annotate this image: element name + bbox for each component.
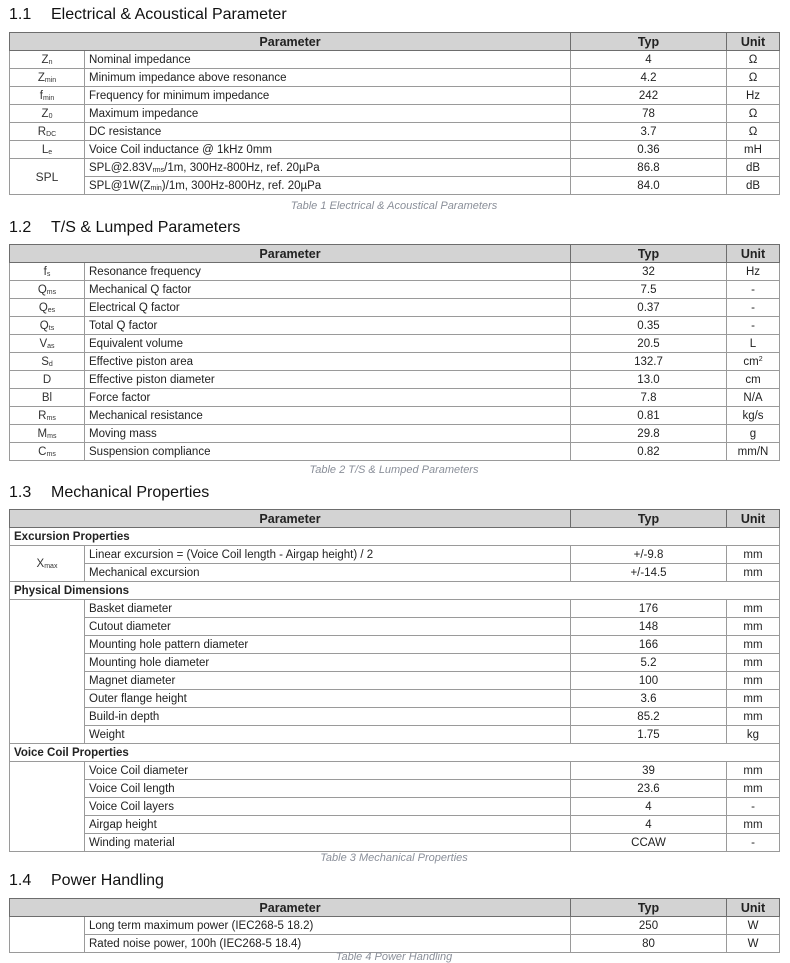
typ-cell: 0.36: [571, 141, 727, 159]
typ-cell: 0.81: [571, 407, 727, 425]
description-cell: Effective piston diameter: [85, 371, 571, 389]
typ-cell: 0.37: [571, 299, 727, 317]
typ-cell: +/-9.8: [571, 546, 727, 564]
description-cell: Rated noise power, 100h (IEC268-5 18.4): [85, 935, 571, 953]
symbol-cell: $Z_0$: [10, 105, 85, 123]
symbol-cell: Bl: [10, 389, 85, 407]
unit-cell: kg: [727, 726, 780, 744]
mechanical-properties-table: [9, 509, 780, 852]
description-cell: Mounting hole pattern diameter: [85, 636, 571, 654]
description-cell: Effective piston area: [85, 353, 571, 371]
section-title: Mechanical Properties: [51, 484, 210, 501]
description-cell: Voice Coil length: [85, 780, 571, 798]
unit-cell: g: [727, 425, 780, 443]
table-row: [10, 690, 780, 708]
unit-cell: dB: [727, 159, 780, 177]
section-title: Power Handling: [51, 872, 164, 889]
table-header-row: [10, 245, 780, 263]
typ-cell: 3.6: [571, 690, 727, 708]
table-row: [10, 335, 780, 353]
table-row: [10, 636, 780, 654]
typ-cell: 0.35: [571, 317, 727, 335]
table-row: [10, 425, 780, 443]
description-cell: DC resistance: [85, 123, 571, 141]
description-cell: Frequency for minimum impedance: [85, 87, 571, 105]
description-cell: Force factor: [85, 389, 571, 407]
section-number: 1.4: [9, 872, 32, 889]
unit-cell: mm: [727, 690, 780, 708]
typ-cell: 84.0: [571, 177, 727, 195]
unit-cell: L: [727, 335, 780, 353]
typ-cell: 20.5: [571, 335, 727, 353]
description-cell: Voice Coil inductance @ 1kHz 0mm: [85, 141, 571, 159]
table-row: [10, 69, 780, 87]
section-heading-mechanical: [9, 484, 209, 508]
table-row: [10, 317, 780, 335]
symbol-cell: $R_{DC}$: [10, 123, 85, 141]
unit-cell: Ω: [727, 69, 780, 87]
table-row: [10, 177, 780, 195]
empty-symbol-cell: [10, 600, 85, 744]
section-title: T/S & Lumped Parameters: [51, 219, 241, 236]
unit-cell: mH: [727, 141, 780, 159]
unit-cell: mm: [727, 618, 780, 636]
typ-cell: 242: [571, 87, 727, 105]
table-header-row: [10, 510, 780, 528]
unit-cell: N/A: [727, 389, 780, 407]
unit-cell: mm: [727, 816, 780, 834]
description-cell: Cutout diameter: [85, 618, 571, 636]
table-row: [10, 371, 780, 389]
typ-cell: 86.8: [571, 159, 727, 177]
empty-symbol-cell: [10, 917, 85, 953]
unit-cell: $cm^2$: [727, 353, 780, 371]
table-caption: Table 4 Power Handling: [335, 951, 453, 963]
table-row: [10, 780, 780, 798]
description-cell: Mechanical excursion: [85, 564, 571, 582]
description-cell: Mounting hole diameter: [85, 654, 571, 672]
symbol-cell: $Z_n$: [10, 51, 85, 69]
unit-cell: mm: [727, 600, 780, 618]
description-cell: Linear excursion = (Voice Coil length - Airgap height) / 2: [85, 546, 571, 564]
unit-cell: mm: [727, 672, 780, 690]
typ-cell: +/-14.5: [571, 564, 727, 582]
symbol-cell: $C_{ms}$: [10, 443, 85, 461]
symbol-cell: $S_d$: [10, 353, 85, 371]
description-cell: Airgap height: [85, 816, 571, 834]
description-cell: Mechanical Q factor: [85, 281, 571, 299]
electrical-parameters-table: [9, 32, 780, 195]
typ-cell: 3.7: [571, 123, 727, 141]
table-row: [10, 672, 780, 690]
table-row: [10, 407, 780, 425]
typ-cell: 23.6: [571, 780, 727, 798]
unit-cell: -: [727, 281, 780, 299]
group-label-physical: Physical Dimensions: [10, 582, 780, 600]
table-row: [10, 708, 780, 726]
table-row: [10, 726, 780, 744]
table-row: [10, 299, 780, 317]
description-cell: Nominal impedance: [85, 51, 571, 69]
table-row: [10, 600, 780, 618]
table-row: [10, 618, 780, 636]
group-row: [10, 582, 780, 600]
description-cell: Voice Coil layers: [85, 798, 571, 816]
description-cell: Mechanical resistance: [85, 407, 571, 425]
typ-cell: 4: [571, 51, 727, 69]
typ-cell: 148: [571, 618, 727, 636]
unit-cell: dB: [727, 177, 780, 195]
table-row: [10, 389, 780, 407]
description-cell: Voice Coil diameter: [85, 762, 571, 780]
table-row: [10, 654, 780, 672]
unit-cell: mm: [727, 564, 780, 582]
typ-cell: CCAW: [571, 834, 727, 852]
typ-cell: 29.8: [571, 425, 727, 443]
section-title: Electrical & Acoustical Parameter: [51, 6, 287, 23]
table-header-row: [10, 33, 780, 51]
description-cell: Basket diameter: [85, 600, 571, 618]
symbol-cell: $f_s$: [10, 263, 85, 281]
unit-cell: mm: [727, 654, 780, 672]
table-row: [10, 443, 780, 461]
table-row: [10, 51, 780, 69]
description-cell: Electrical Q factor: [85, 299, 571, 317]
typ-cell: 39: [571, 762, 727, 780]
table-caption: Table 2 T/S & Lumped Parameters: [309, 464, 479, 476]
unit-cell: -: [727, 834, 780, 852]
header-parameter: Parameter: [10, 245, 571, 263]
description-cell: Outer flange height: [85, 690, 571, 708]
typ-cell: 85.2: [571, 708, 727, 726]
symbol-cell: $Q_{es}$: [10, 299, 85, 317]
typ-cell: 4.2: [571, 69, 727, 87]
unit-cell: W: [727, 917, 780, 935]
symbol-cell: $Z_{min}$: [10, 69, 85, 87]
description-cell: Suspension compliance: [85, 443, 571, 461]
xmax-symbol-cell: $X_{max}$: [10, 546, 85, 582]
typ-cell: 0.82: [571, 443, 727, 461]
table-caption: Table 3 Mechanical Properties: [320, 852, 468, 864]
section-number: 1.2: [9, 219, 32, 236]
table-row: [10, 834, 780, 852]
unit-cell: mm: [727, 762, 780, 780]
table-row: [10, 281, 780, 299]
unit-cell: Hz: [727, 87, 780, 105]
header-unit: Unit: [727, 510, 780, 528]
description-cell: Total Q factor: [85, 317, 571, 335]
table-row: [10, 141, 780, 159]
description-cell: Weight: [85, 726, 571, 744]
typ-cell: 176: [571, 600, 727, 618]
section-heading-electrical: [9, 6, 287, 30]
unit-cell: Ω: [727, 51, 780, 69]
unit-cell: -: [727, 317, 780, 335]
typ-cell: 100: [571, 672, 727, 690]
header-parameter: Parameter: [10, 899, 571, 917]
description-cell: Resonance frequency: [85, 263, 571, 281]
table-row: [10, 87, 780, 105]
header-unit: Unit: [727, 245, 780, 263]
table-row: [10, 353, 780, 371]
group-row: [10, 744, 780, 762]
unit-cell: -: [727, 798, 780, 816]
unit-cell: mm: [727, 636, 780, 654]
table-row: [10, 762, 780, 780]
section-number: 1.1: [9, 6, 32, 23]
unit-cell: -: [727, 299, 780, 317]
description-cell: Maximum impedance: [85, 105, 571, 123]
typ-cell: 78: [571, 105, 727, 123]
table-caption: Table 1 Electrical & Acoustical Parameters: [290, 200, 498, 212]
ts-parameters-table: [9, 244, 780, 461]
unit-cell: W: [727, 935, 780, 953]
header-typ: Typ: [571, 245, 727, 263]
table-header-row: [10, 899, 780, 917]
section-heading-power: [9, 872, 164, 896]
description-cell: Long term maximum power (IEC268-5 18.2): [85, 917, 571, 935]
unit-cell: Ω: [727, 123, 780, 141]
empty-symbol-cell: [10, 762, 85, 852]
unit-cell: kg/s: [727, 407, 780, 425]
typ-cell: 7.5: [571, 281, 727, 299]
group-label-voice-coil: Voice Coil Properties: [10, 744, 780, 762]
section-heading-ts: [9, 219, 240, 243]
symbol-cell: D: [10, 371, 85, 389]
power-handling-table: [9, 898, 780, 953]
group-label-excursion: Excursion Properties: [10, 528, 780, 546]
unit-cell: mm: [727, 780, 780, 798]
unit-cell: cm: [727, 371, 780, 389]
description-cell: SPL@2.83Vrms/1m, 300Hz-800Hz, ref. 20µPa: [85, 159, 571, 177]
section-number: 1.3: [9, 484, 32, 501]
unit-cell: mm: [727, 708, 780, 726]
symbol-cell: $L_e$: [10, 141, 85, 159]
symbol-cell: $R_{ms}$: [10, 407, 85, 425]
table-row: [10, 546, 780, 564]
header-typ: Typ: [571, 899, 727, 917]
symbol-cell: $Q_{ms}$: [10, 281, 85, 299]
table-row: [10, 917, 780, 935]
typ-cell: 166: [571, 636, 727, 654]
table-row: [10, 105, 780, 123]
symbol-cell: $f_{min}$: [10, 87, 85, 105]
description-cell: Equivalent volume: [85, 335, 571, 353]
table-row: [10, 123, 780, 141]
description-cell: Minimum impedance above resonance: [85, 69, 571, 87]
symbol-cell: $V_{as}$: [10, 335, 85, 353]
typ-cell: 1.75: [571, 726, 727, 744]
description-cell: SPL@1W(Zmin)/1m, 300Hz-800Hz, ref. 20µPa: [85, 177, 571, 195]
table-row: [10, 564, 780, 582]
table-row: [10, 935, 780, 953]
typ-cell: 4: [571, 798, 727, 816]
header-parameter: Parameter: [10, 33, 571, 51]
unit-cell: Ω: [727, 105, 780, 123]
header-typ: Typ: [571, 33, 727, 51]
unit-cell: mm: [727, 546, 780, 564]
header-parameter: Parameter: [10, 510, 571, 528]
typ-cell: 5.2: [571, 654, 727, 672]
description-cell: Winding material: [85, 834, 571, 852]
symbol-cell: $Q_{ts}$: [10, 317, 85, 335]
description-cell: Moving mass: [85, 425, 571, 443]
typ-cell: 7.8: [571, 389, 727, 407]
table-row: [10, 816, 780, 834]
typ-cell: 4: [571, 816, 727, 834]
spl-symbol-cell: SPL: [10, 159, 85, 195]
typ-cell: 80: [571, 935, 727, 953]
typ-cell: 250: [571, 917, 727, 935]
header-unit: Unit: [727, 899, 780, 917]
symbol-cell: $M_{ms}$: [10, 425, 85, 443]
table-row: [10, 263, 780, 281]
description-cell: Magnet diameter: [85, 672, 571, 690]
table-row: [10, 159, 780, 177]
typ-cell: 32: [571, 263, 727, 281]
header-unit: Unit: [727, 33, 780, 51]
header-typ: Typ: [571, 510, 727, 528]
typ-cell: 132.7: [571, 353, 727, 371]
unit-cell: mm/N: [727, 443, 780, 461]
typ-cell: 13.0: [571, 371, 727, 389]
description-cell: Build-in depth: [85, 708, 571, 726]
group-row: [10, 528, 780, 546]
table-row: [10, 798, 780, 816]
unit-cell: Hz: [727, 263, 780, 281]
